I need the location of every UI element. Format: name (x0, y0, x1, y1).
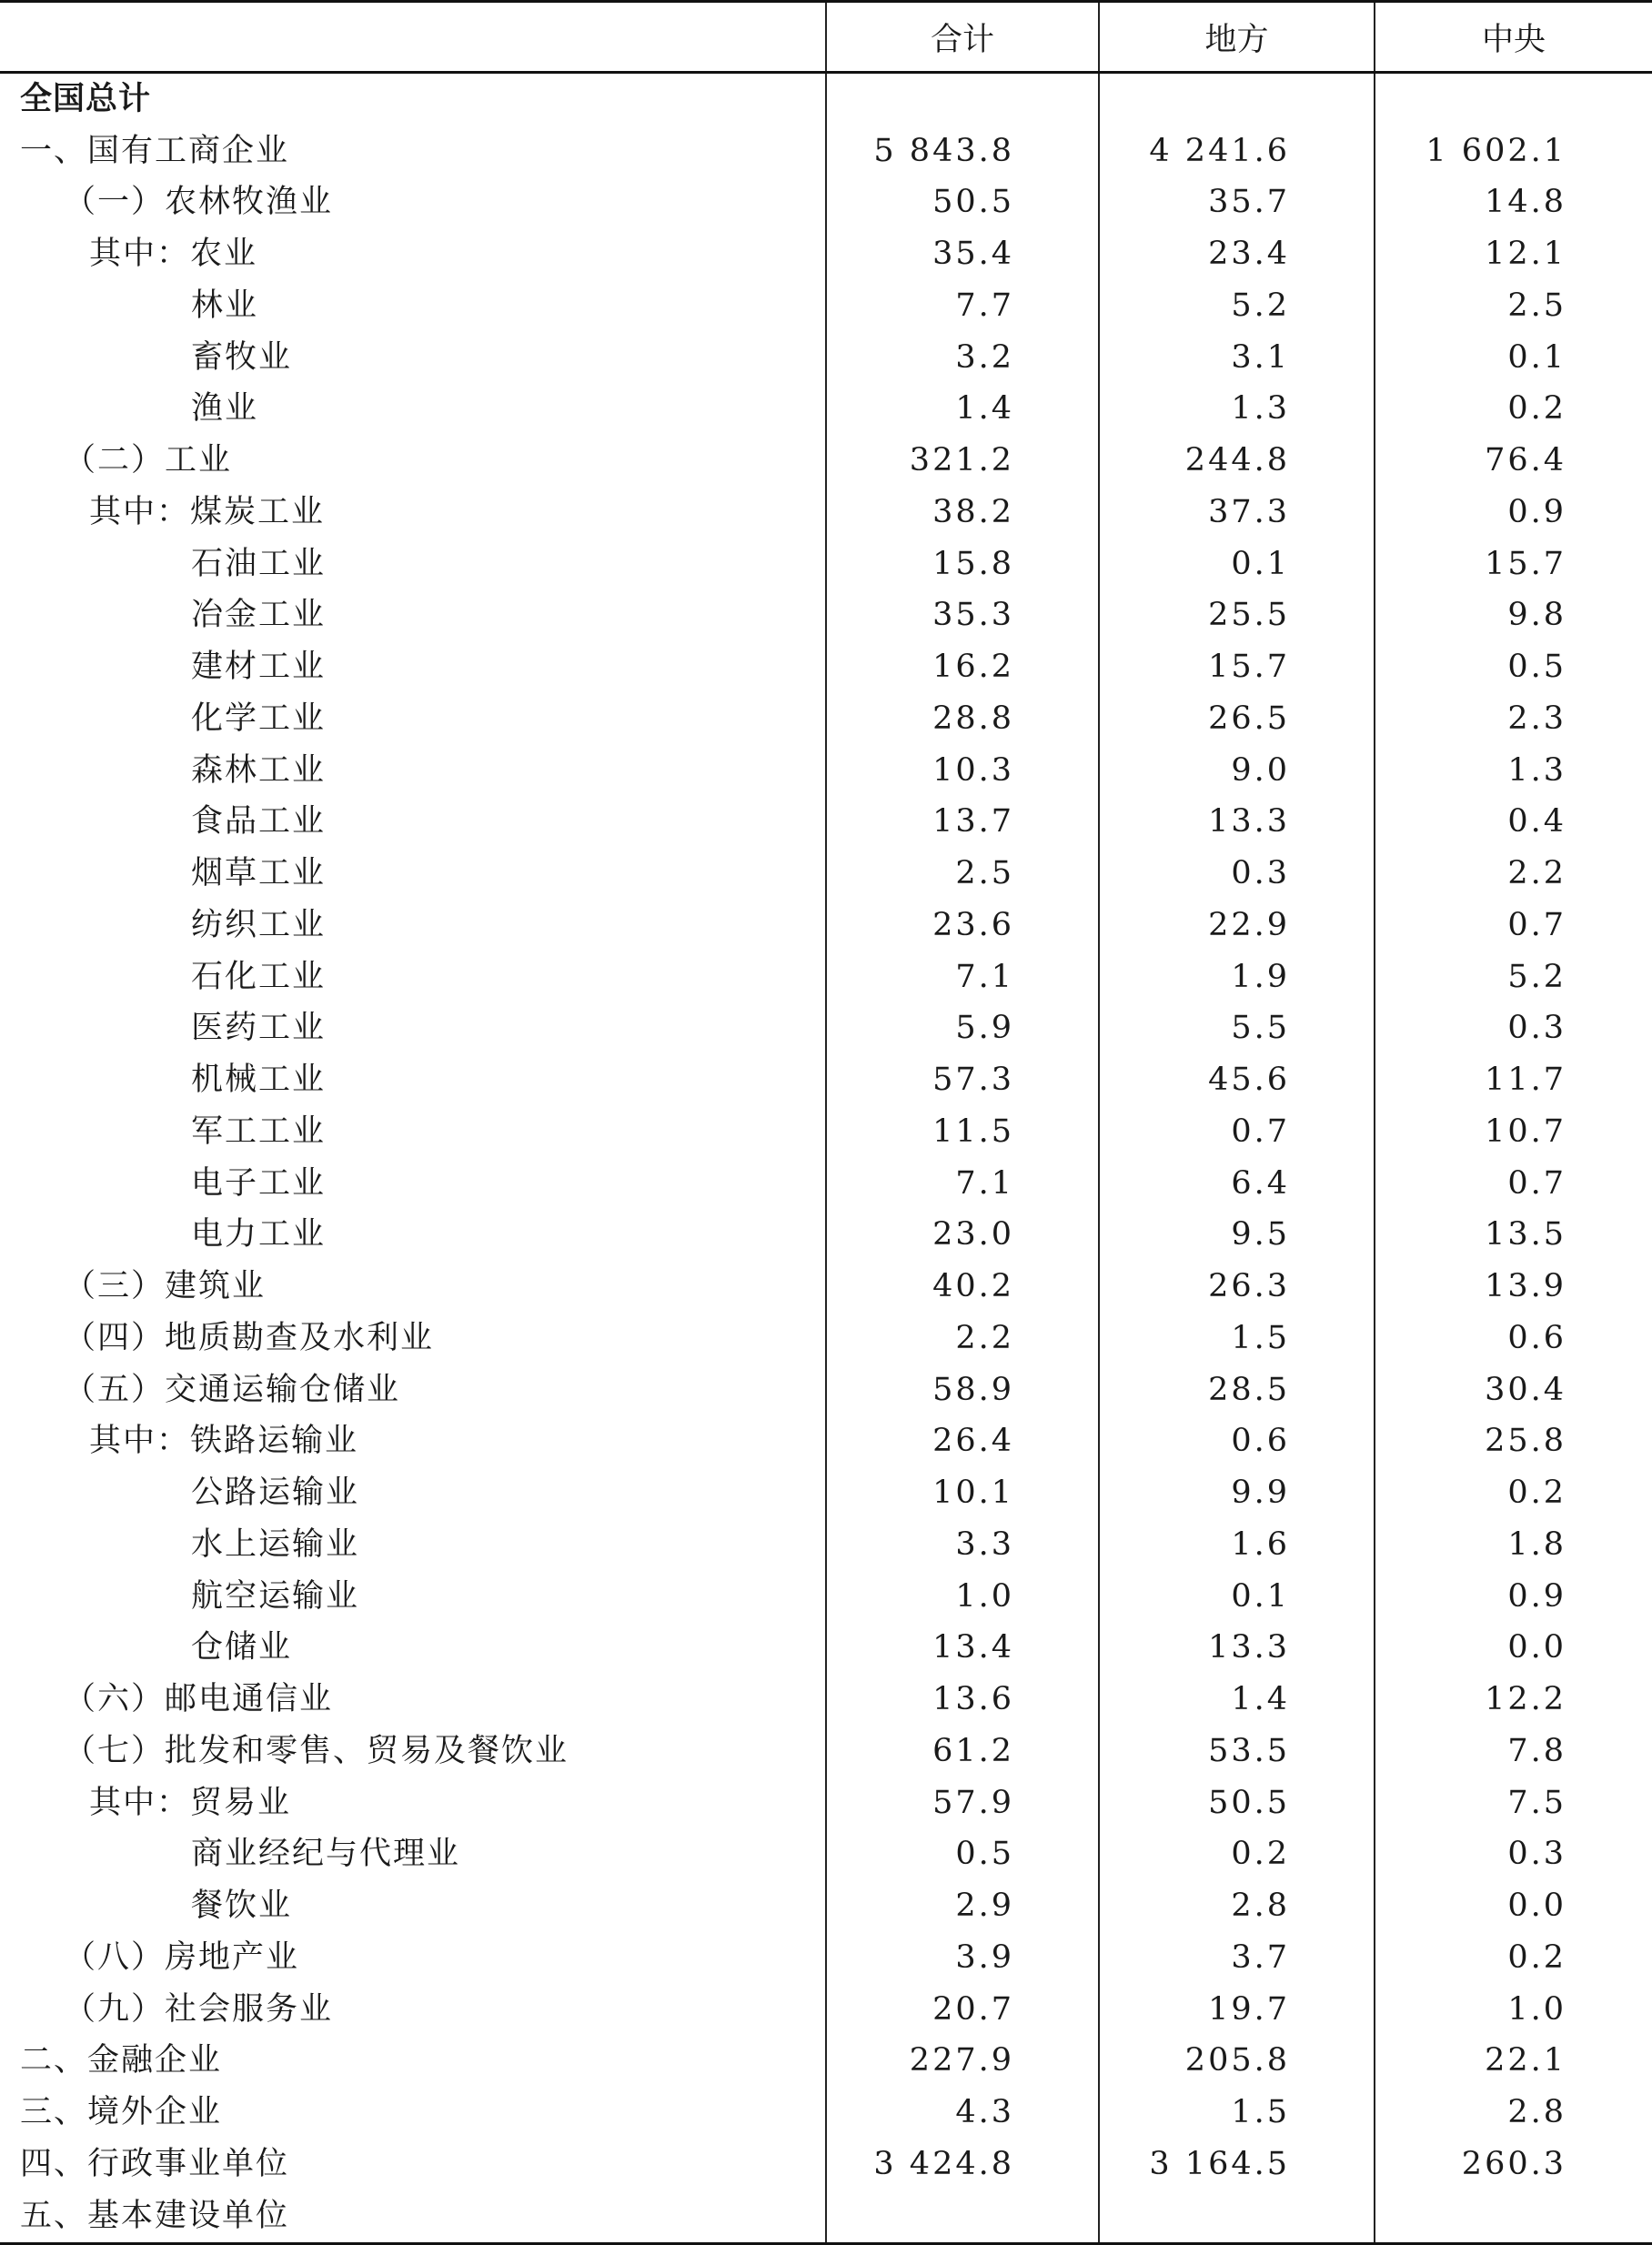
value-central: 5.2 (1375, 951, 1652, 1003)
row-label: 食品工业 (191, 803, 327, 841)
value-local: 13.3 (1099, 1623, 1375, 1675)
value-total: 7.1 (826, 951, 1099, 1003)
value-central: 7.8 (1375, 1726, 1652, 1777)
value-central: 0.3 (1375, 1829, 1652, 1881)
table-row (0, 1880, 1652, 1932)
value-local: 1.5 (1099, 2087, 1375, 2139)
value-central: 0.5 (1375, 641, 1652, 693)
row-label: （四）地质勘查及水利业 (64, 1319, 435, 1356)
value-central: 0.1 (1375, 332, 1652, 384)
table-row (0, 1726, 1652, 1777)
table-row (0, 1313, 1652, 1364)
table-row (0, 590, 1652, 642)
value-total: 38.2 (826, 487, 1099, 539)
value-total: 61.2 (826, 1726, 1099, 1777)
value-local: 19.7 (1099, 1984, 1375, 2036)
row-label: 化学工业 (191, 700, 327, 737)
value-total: 3 424.8 (826, 2139, 1099, 2190)
row-label: （六）邮电通信业 (64, 1681, 334, 1718)
value-central: 0.2 (1375, 384, 1652, 436)
value-central: 0.7 (1375, 900, 1652, 951)
value-total: 35.3 (826, 590, 1099, 642)
value-central (1375, 2190, 1652, 2243)
value-local: 37.3 (1099, 487, 1375, 539)
value-local: 15.7 (1099, 641, 1375, 693)
value-total: 10.1 (826, 1467, 1099, 1519)
table-row (0, 280, 1652, 332)
row-label: 军工工业 (191, 1112, 327, 1150)
value-total (826, 73, 1099, 126)
value-local: 0.3 (1099, 848, 1375, 900)
row-label: 电子工业 (191, 1164, 327, 1202)
value-total: 3.9 (826, 1932, 1099, 1984)
value-central: 0.2 (1375, 1467, 1652, 1519)
value-total: 7.1 (826, 1158, 1099, 1210)
value-local: 23.4 (1099, 228, 1375, 280)
table-row (0, 1519, 1652, 1571)
row-label: 机械工业 (191, 1062, 327, 1099)
value-total: 10.3 (826, 745, 1099, 797)
value-local: 3 164.5 (1099, 2139, 1375, 2190)
value-central (1375, 73, 1652, 126)
value-total: 2.5 (826, 848, 1099, 900)
table-row (0, 2139, 1652, 2190)
value-total: 2.9 (826, 1880, 1099, 1932)
table-row (0, 177, 1652, 229)
value-central: 22.1 (1375, 2036, 1652, 2088)
value-local: 1.3 (1099, 384, 1375, 436)
value-local: 1.4 (1099, 1674, 1375, 1726)
value-total: 13.6 (826, 1674, 1099, 1726)
value-total: 40.2 (826, 1261, 1099, 1313)
table-header (0, 2, 1652, 73)
row-label: 五、基本建设单位 (0, 2190, 826, 2243)
value-central: 30.4 (1375, 1364, 1652, 1416)
row-label: 其中：贸易业 (89, 1784, 292, 1821)
table-row (0, 228, 1652, 280)
value-local: 53.5 (1099, 1726, 1375, 1777)
value-local: 2.8 (1099, 1880, 1375, 1932)
value-local: 28.5 (1099, 1364, 1375, 1416)
table-row (0, 1106, 1652, 1158)
value-local: 9.0 (1099, 745, 1375, 797)
row-label: 烟草工业 (191, 855, 327, 892)
row-label: 石油工业 (191, 545, 327, 582)
table-row (0, 1210, 1652, 1262)
row-label: 纺织工业 (191, 906, 327, 943)
value-local: 50.5 (1099, 1777, 1375, 1829)
value-local: 0.6 (1099, 1416, 1375, 1468)
table-row (0, 2190, 1652, 2243)
row-label: 冶金工业 (191, 597, 327, 634)
value-local: 4 241.6 (1099, 126, 1375, 177)
value-total (826, 2190, 1099, 2243)
row-label: 水上运输业 (191, 1525, 360, 1563)
table-row (0, 2036, 1652, 2088)
value-central: 13.5 (1375, 1210, 1652, 1262)
table-row (0, 2087, 1652, 2139)
value-local: 1.9 (1099, 951, 1375, 1003)
row-label: （三）建筑业 (64, 1268, 267, 1305)
table-row (0, 900, 1652, 951)
value-total: 16.2 (826, 641, 1099, 693)
value-local (1099, 73, 1375, 126)
table-row (0, 384, 1652, 436)
table-row (0, 1261, 1652, 1313)
value-total: 1.4 (826, 384, 1099, 436)
value-central: 0.9 (1375, 1571, 1652, 1623)
value-total: 23.0 (826, 1210, 1099, 1262)
row-label: 三、境外企业 (20, 2094, 223, 2131)
value-central: 12.2 (1375, 1674, 1652, 1726)
value-total: 23.6 (826, 900, 1099, 951)
value-local (1099, 2190, 1375, 2243)
value-total: 15.8 (826, 539, 1099, 590)
value-local: 244.8 (1099, 435, 1375, 487)
row-label: 一、国有工商企业 (20, 132, 290, 169)
table-row (0, 641, 1652, 693)
row-label: （九）社会服务业 (64, 1990, 334, 2028)
table-row (0, 73, 1652, 126)
value-total: 0.5 (826, 1829, 1099, 1881)
value-total: 57.3 (826, 1054, 1099, 1106)
table-row (0, 693, 1652, 745)
table-body (0, 73, 1652, 2244)
value-local: 3.1 (1099, 332, 1375, 384)
value-local: 26.5 (1099, 693, 1375, 745)
table-row (0, 797, 1652, 849)
table-row (0, 1932, 1652, 1984)
row-label: 商业经纪与代理业 (191, 1836, 461, 1873)
value-local: 1.6 (1099, 1519, 1375, 1571)
value-central: 11.7 (1375, 1054, 1652, 1106)
header-local: 地方 (1099, 2, 1375, 73)
value-central: 15.7 (1375, 539, 1652, 590)
value-local: 205.8 (1099, 2036, 1375, 2088)
value-local: 13.3 (1099, 797, 1375, 849)
value-total: 1.0 (826, 1571, 1099, 1623)
table-row (0, 1158, 1652, 1210)
value-central: 12.1 (1375, 228, 1652, 280)
value-central: 13.9 (1375, 1261, 1652, 1313)
value-central: 2.3 (1375, 693, 1652, 745)
header-blank-cell (0, 2, 826, 73)
value-local: 0.7 (1099, 1106, 1375, 1158)
value-central: 0.9 (1375, 487, 1652, 539)
table-row (0, 1571, 1652, 1623)
value-central: 1 602.1 (1375, 126, 1652, 177)
value-local: 5.5 (1099, 1003, 1375, 1055)
value-central: 0.0 (1375, 1623, 1652, 1675)
value-central: 2.2 (1375, 848, 1652, 900)
table-row (0, 126, 1652, 177)
value-local: 26.3 (1099, 1261, 1375, 1313)
value-total: 227.9 (826, 2036, 1099, 2088)
value-central: 10.7 (1375, 1106, 1652, 1158)
value-central: 1.3 (1375, 745, 1652, 797)
value-central: 9.8 (1375, 590, 1652, 642)
row-label: 其中：农业 (89, 236, 258, 273)
value-local: 3.7 (1099, 1932, 1375, 1984)
row-label: 全国总计 (20, 80, 152, 117)
value-total: 2.2 (826, 1313, 1099, 1364)
header-central: 中央 (1375, 2, 1652, 73)
row-label: 建材工业 (191, 649, 327, 686)
value-central: 1.0 (1375, 1984, 1652, 2036)
value-total: 57.9 (826, 1777, 1099, 1829)
value-central: 0.4 (1375, 797, 1652, 849)
value-total: 28.8 (826, 693, 1099, 745)
value-local: 35.7 (1099, 177, 1375, 229)
row-label: 四、行政事业单位 (20, 2145, 290, 2182)
value-total: 20.7 (826, 1984, 1099, 2036)
table-row (0, 1364, 1652, 1416)
value-local: 0.2 (1099, 1829, 1375, 1881)
row-label: 畜牧业 (191, 338, 293, 376)
table-row (0, 332, 1652, 384)
value-total: 7.7 (826, 280, 1099, 332)
row-label: 林业 (191, 287, 259, 324)
table-row (0, 1984, 1652, 2036)
table-row (0, 1003, 1652, 1055)
value-central: 0.6 (1375, 1313, 1652, 1364)
table-row (0, 1674, 1652, 1726)
value-local: 1.5 (1099, 1313, 1375, 1364)
value-total: 3.3 (826, 1519, 1099, 1571)
row-label: 二、金融企业 (20, 2042, 223, 2079)
value-total: 50.5 (826, 177, 1099, 229)
table-row (0, 1777, 1652, 1829)
value-local: 0.1 (1099, 1571, 1375, 1623)
table-row (0, 1054, 1652, 1106)
table-row (0, 1623, 1652, 1675)
value-total: 11.5 (826, 1106, 1099, 1158)
table-row (0, 1829, 1652, 1881)
row-label: 电力工业 (191, 1216, 327, 1253)
row-label: （八）房地产业 (64, 1938, 300, 1976)
header-row (0, 2, 1652, 73)
header-total: 合计 (826, 2, 1099, 73)
value-local: 22.9 (1099, 900, 1375, 951)
table-row (0, 539, 1652, 590)
value-central: 14.8 (1375, 177, 1652, 229)
value-total: 321.2 (826, 435, 1099, 487)
value-central: 0.7 (1375, 1158, 1652, 1210)
row-label: 其中：煤炭工业 (89, 493, 326, 530)
table-row (0, 848, 1652, 900)
value-central: 2.8 (1375, 2087, 1652, 2139)
row-label: 其中：铁路运输业 (89, 1423, 359, 1460)
table-row (0, 951, 1652, 1003)
value-total: 58.9 (826, 1364, 1099, 1416)
value-total: 3.2 (826, 332, 1099, 384)
table-row (0, 745, 1652, 797)
value-central: 25.8 (1375, 1416, 1652, 1468)
row-label: （五）交通运输仓储业 (64, 1371, 401, 1408)
value-total: 4.3 (826, 2087, 1099, 2139)
table-row (0, 1467, 1652, 1519)
row-label: （七）批发和零售、贸易及餐饮业 (64, 1732, 569, 1769)
value-total: 26.4 (826, 1416, 1099, 1468)
row-label: 航空运输业 (191, 1577, 360, 1615)
row-label: 餐饮业 (191, 1888, 293, 1925)
row-label: 医药工业 (191, 1010, 327, 1047)
table-row (0, 1416, 1652, 1468)
value-central: 0.0 (1375, 1880, 1652, 1932)
value-central: 0.3 (1375, 1003, 1652, 1055)
value-local: 9.5 (1099, 1210, 1375, 1262)
value-total: 5.9 (826, 1003, 1099, 1055)
value-central: 2.5 (1375, 280, 1652, 332)
row-label: 渔业 (191, 390, 259, 428)
value-total: 5 843.8 (826, 126, 1099, 177)
value-total: 13.4 (826, 1623, 1099, 1675)
row-label: 仓储业 (191, 1629, 293, 1666)
row-label: 森林工业 (191, 751, 327, 789)
value-local: 5.2 (1099, 280, 1375, 332)
row-label: （一）农林牧渔业 (64, 184, 334, 221)
table-row (0, 435, 1652, 487)
value-local: 9.9 (1099, 1467, 1375, 1519)
value-local: 45.6 (1099, 1054, 1375, 1106)
row-label: 公路运输业 (191, 1475, 360, 1512)
row-label: 石化工业 (191, 958, 327, 995)
value-central: 7.5 (1375, 1777, 1652, 1829)
table-row (0, 487, 1652, 539)
value-local: 0.1 (1099, 539, 1375, 590)
value-central: 1.8 (1375, 1519, 1652, 1571)
value-central: 260.3 (1375, 2139, 1652, 2190)
value-total: 13.7 (826, 797, 1099, 849)
value-total: 35.4 (826, 228, 1099, 280)
value-central: 0.2 (1375, 1932, 1652, 1984)
value-local: 6.4 (1099, 1158, 1375, 1210)
row-label: （二）工业 (64, 442, 233, 479)
value-central: 76.4 (1375, 435, 1652, 487)
value-local: 25.5 (1099, 590, 1375, 642)
